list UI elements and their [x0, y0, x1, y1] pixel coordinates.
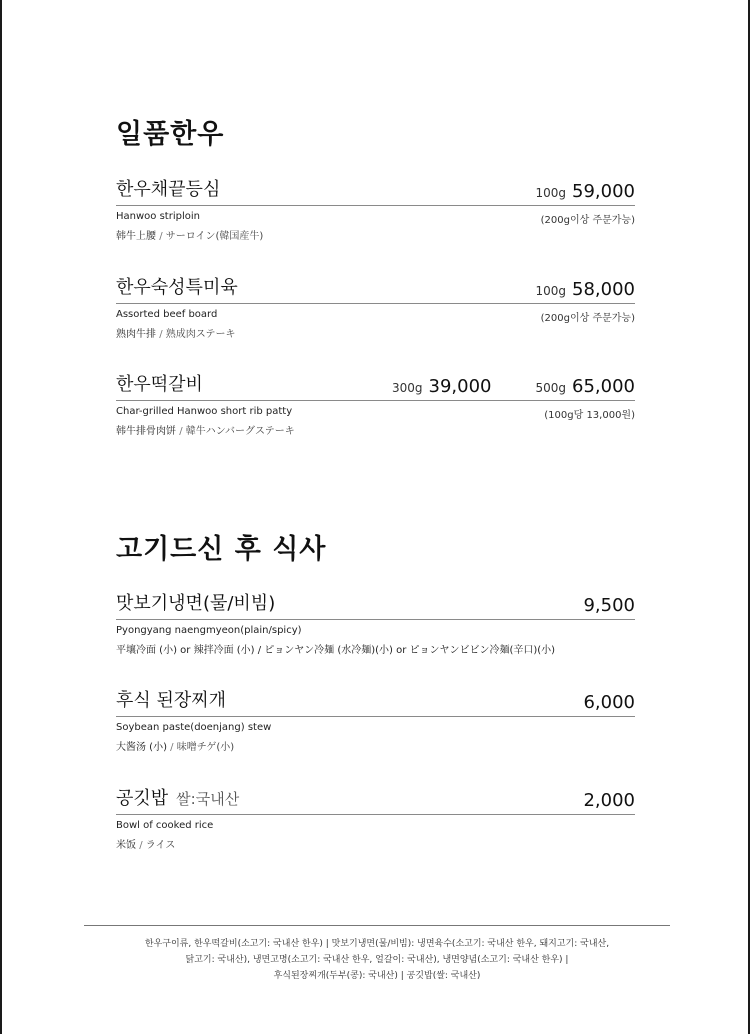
price: 39,000: [428, 376, 492, 397]
item-header: [116, 786, 635, 815]
description-row: [116, 401, 635, 419]
japanese-description: 味噌チゲ(小): [176, 742, 235, 753]
item-header: [116, 591, 635, 620]
translation-line: [116, 227, 635, 242]
japanese-description: 熟成肉ステーキ: [165, 329, 236, 340]
description-row: [116, 620, 635, 638]
description-row: [116, 206, 635, 224]
section-title-premium-hanwoo: 일품한우: [116, 119, 225, 150]
price: 58,000: [572, 279, 635, 300]
menu-item-doenjang-stew: [116, 688, 635, 753]
item-name: 한우숙성특미육: [116, 277, 238, 298]
footer-line: 한우구이류, 한우떡갈비(소고기: 국내산 한우) | 맛보기냉면(물/비빔): 냉면육수(소고기: 국내산 한우, 돼지고기: 국내산,: [144, 939, 610, 949]
order-note: (200g이상 주문가능): [540, 215, 635, 226]
chinese-description: 韩牛排骨肉饼: [116, 426, 176, 437]
item-name-text: 공깃밥: [116, 788, 169, 809]
price-quantity: 500g: [535, 381, 567, 395]
section-title-after-meal: 고기드신 후 식사: [116, 534, 327, 565]
item-header: [116, 275, 635, 304]
price-quantity: 100g: [535, 186, 567, 200]
order-note: (200g이상 주문가능): [540, 313, 635, 324]
item-name: 한우채끝등심: [116, 179, 221, 200]
menu-item-naengmyeon: [116, 591, 635, 656]
price-group-small: [392, 376, 492, 397]
translation-line: [116, 325, 635, 340]
english-description: Assorted beef board: [116, 309, 218, 320]
japanese-description: ライス: [145, 840, 176, 851]
english-description: Soybean paste(doenjang) stew: [116, 722, 272, 733]
english-description: Hanwoo striploin: [116, 211, 200, 222]
price-group-large: [535, 376, 635, 397]
english-description: Char-grilled Hanwoo short rib patty: [116, 406, 293, 417]
item-header: [116, 688, 635, 717]
separator: /: [159, 329, 166, 340]
item-name: 한우떡갈비: [116, 374, 203, 395]
item-header: [116, 177, 635, 206]
chinese-description: 大酱汤 (小): [116, 742, 167, 753]
footer-line: 닭고기: 국내산), 냉면고명(소고기: 국내산 한우, 얼갈이: 국내산), 냉면양념(소고기: 국내산 한우) |: [185, 955, 569, 965]
chinese-description: 韩牛上腰: [116, 231, 156, 242]
translation-line: [116, 836, 635, 851]
description-row: [116, 815, 635, 833]
description-row: [116, 717, 635, 735]
translation-line: [116, 641, 635, 656]
translation-line: [116, 422, 635, 437]
item-name: 맛보기냉면(물/비빔): [116, 593, 276, 614]
price: 9,500: [583, 595, 635, 616]
chinese-japanese-description: 平壤冷面 (小) or 辣拌冷面 (小) / ピョンヤン冷麺 (水冷麺)(小) or ピョンヤンビビン冷麺(辛口)(小): [116, 645, 556, 656]
english-description: Pyongyang naengmyeon(plain/spicy): [116, 625, 302, 636]
price: 2,000: [583, 790, 635, 811]
price-group: [535, 181, 635, 202]
separator: /: [159, 231, 166, 242]
japanese-description: 韓牛ハンバーグステーキ: [185, 426, 295, 437]
item-name: 후식 된장찌개: [116, 690, 227, 711]
price-note: (100g당 13,000원): [544, 410, 635, 421]
japanese-description: サーロイン(韓国産牛): [165, 231, 264, 242]
translation-line: [116, 738, 635, 753]
english-description: Bowl of cooked rice: [116, 820, 214, 831]
separator: /: [170, 742, 177, 753]
price-group: [535, 279, 635, 300]
footer-divider: [84, 925, 670, 926]
price: 6,000: [583, 692, 635, 713]
separator: /: [139, 840, 146, 851]
menu-item-aged-beef: [116, 275, 635, 340]
menu-page: [2, 0, 748, 1034]
chinese-description: 熟肉牛排: [116, 329, 156, 340]
price: 65,000: [572, 376, 635, 397]
description-row: [116, 304, 635, 322]
separator: /: [179, 426, 186, 437]
item-header: [116, 372, 635, 401]
menu-item-short-rib-patty: [116, 372, 635, 437]
price: 59,000: [572, 181, 635, 202]
menu-item-striploin: [116, 177, 635, 242]
item-name: [116, 784, 239, 810]
origin-footer: [102, 936, 652, 984]
menu-item-rice: [116, 786, 635, 851]
price-quantity: 300g: [392, 381, 423, 395]
origin-label: 쌀:국내산: [176, 790, 240, 808]
price-quantity: 100g: [535, 284, 567, 298]
chinese-description: 米饭: [116, 840, 136, 851]
footer-line: 후식된장찌개(두부(콩): 국내산) | 공깃밥(쌀: 국내산): [273, 971, 481, 981]
